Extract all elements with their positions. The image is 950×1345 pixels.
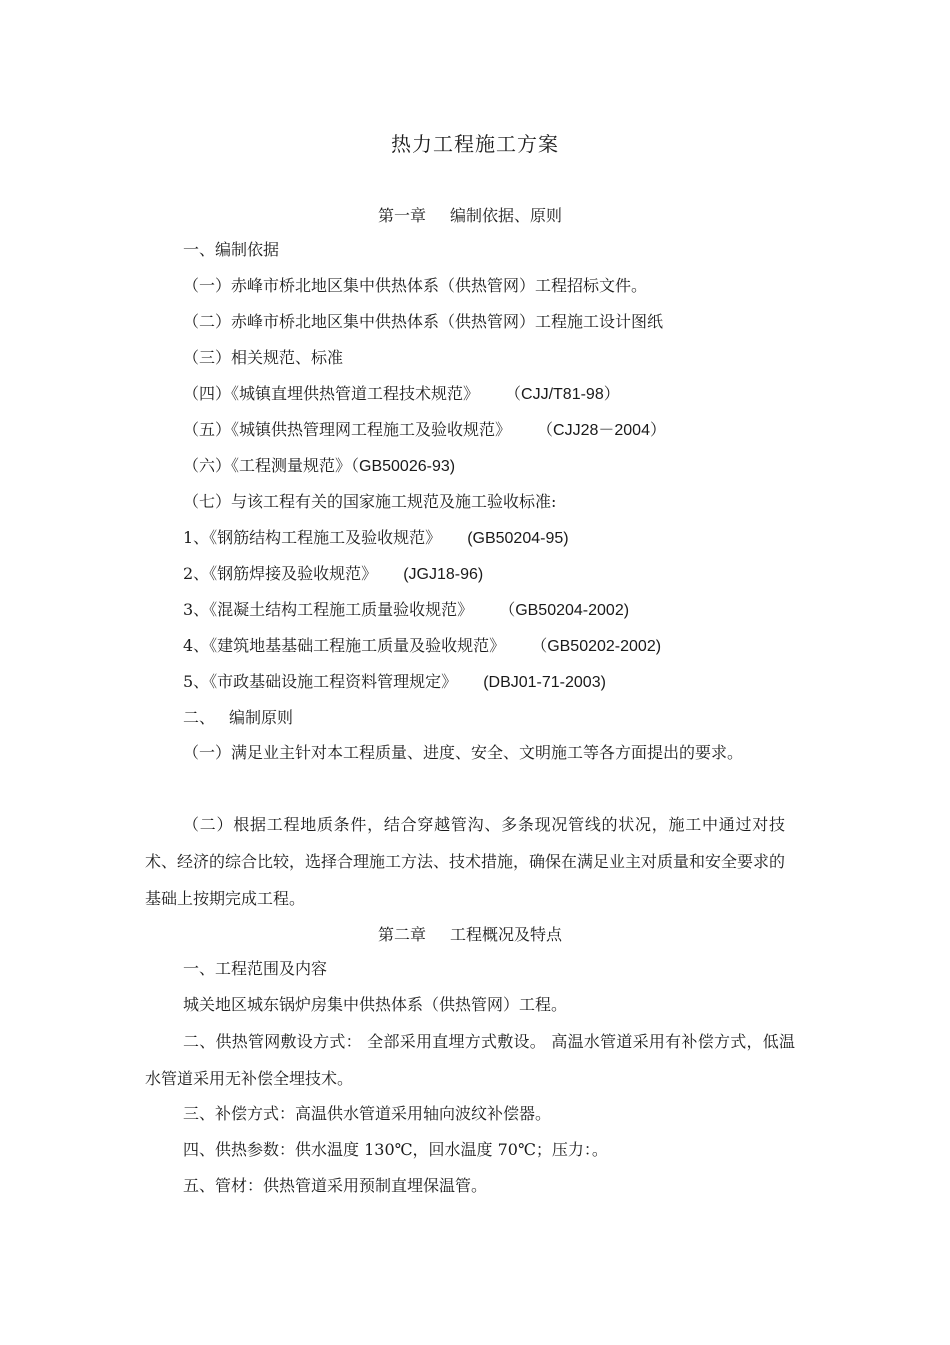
basis-item-5 — [183, 420, 666, 441]
spec-code: (JGJ18-96) — [403, 566, 484, 583]
section-heading-scope: 一、工程范围及内容 — [183, 959, 328, 978]
sub-spec-3 — [183, 600, 629, 621]
spec-code: （GB50204-2002) — [499, 602, 630, 619]
sub-spec-2 — [183, 564, 483, 585]
basis-item-3: （三）相关规范、标准 — [183, 348, 344, 367]
spec-title: 4、《建筑地基基础工程施工质量及验收规范》 — [183, 636, 506, 655]
sub-spec-1 — [183, 528, 569, 549]
spec-title: （五）《城镇供热管理网工程施工及验收规范》 — [183, 420, 512, 439]
spec-code: (GB50204-95) — [467, 530, 569, 547]
heating-parameters-text: 四、供热参数：供水温度 130℃，回水温度 70℃；压力：。 — [183, 1140, 608, 1159]
scope-text: 城关地区城东锅炉房集中供热体系（供热管网）工程。 — [183, 995, 568, 1014]
spec-code: （CJJ28－2004） — [537, 422, 666, 439]
spec-code: (DBJ01-71-2003) — [483, 674, 606, 691]
section-number: 二、 — [183, 708, 216, 727]
spec-code: （CJJ/T81-98） — [505, 386, 620, 403]
principle-paragraph-2: （二）根据工程地质条件，结合穿越管沟、多条现况管线的状况，施工中通过对技术、经济的综合比较，选择合理施工方法、技术措施，确保在满足业主对质量和安全要求的基础上按期完成工程。 — [145, 815, 786, 908]
spec-title: 1、《钢筋结构工程施工及验收规范》 — [183, 528, 442, 547]
pipe-material-text: 五、管材：供热管道采用预制直埋保温管。 — [183, 1176, 488, 1195]
chapter-1-name: 编制依据、原则 — [450, 206, 563, 225]
sub-spec-5 — [183, 672, 606, 693]
spec-code: （GB50202-2002) — [531, 638, 662, 655]
document-title: 热力工程施工方案 — [391, 132, 559, 156]
chapter-2-heading — [0, 922, 940, 945]
spec-title: （六）《工程测量规范》 — [183, 456, 352, 475]
chapter-1-heading — [0, 203, 940, 226]
chapter-1-number: 第一章 — [377, 206, 426, 225]
compensation-text: 三、补偿方式：高温供水管道采用轴向波纹补偿器。 — [183, 1104, 552, 1123]
spec-title: （四）《城镇直埋供热管道工程技术规范》 — [183, 384, 480, 403]
basis-item-7: （七）与该工程有关的国家施工规范及施工验收标准: — [183, 492, 557, 511]
laying-paragraph: 二、供热管网敷设方式： 全部采用直埋方式敷设。 高温水管道采用有补偿方式，低温水管道采用无补偿全埋技术。 — [145, 1032, 795, 1088]
section-heading-basis: 一、编制依据 — [183, 240, 280, 259]
basis-item-1: （一）赤峰市桥北地区集中供热体系（供热管网）工程招标文件。 — [183, 276, 648, 295]
spec-code: （GB50026-93) — [351, 458, 456, 475]
section-heading-principles — [183, 708, 293, 728]
spec-title: 2、《钢筋焊接及验收规范》 — [183, 564, 378, 583]
principle-paragraph-1: （一）满足业主针对本工程质量、进度、安全、文明施工等各方面提出的要求。 — [183, 743, 744, 762]
section-name: 编制原则 — [229, 708, 294, 727]
basis-item-2: （二）赤峰市桥北地区集中供热体系（供热管网）工程施工设计图纸 — [183, 312, 664, 331]
spec-title: 5、《市政基础设施工程资料管理规定》 — [183, 672, 458, 691]
basis-item-6 — [183, 456, 455, 477]
chapter-2-name: 工程概况及特点 — [450, 925, 563, 944]
chapter-2-number: 第二章 — [377, 925, 426, 944]
basis-item-4 — [183, 384, 620, 405]
spec-title: 3、《混凝土结构工程施工质量验收规范》 — [183, 600, 474, 619]
sub-spec-4 — [183, 636, 661, 657]
